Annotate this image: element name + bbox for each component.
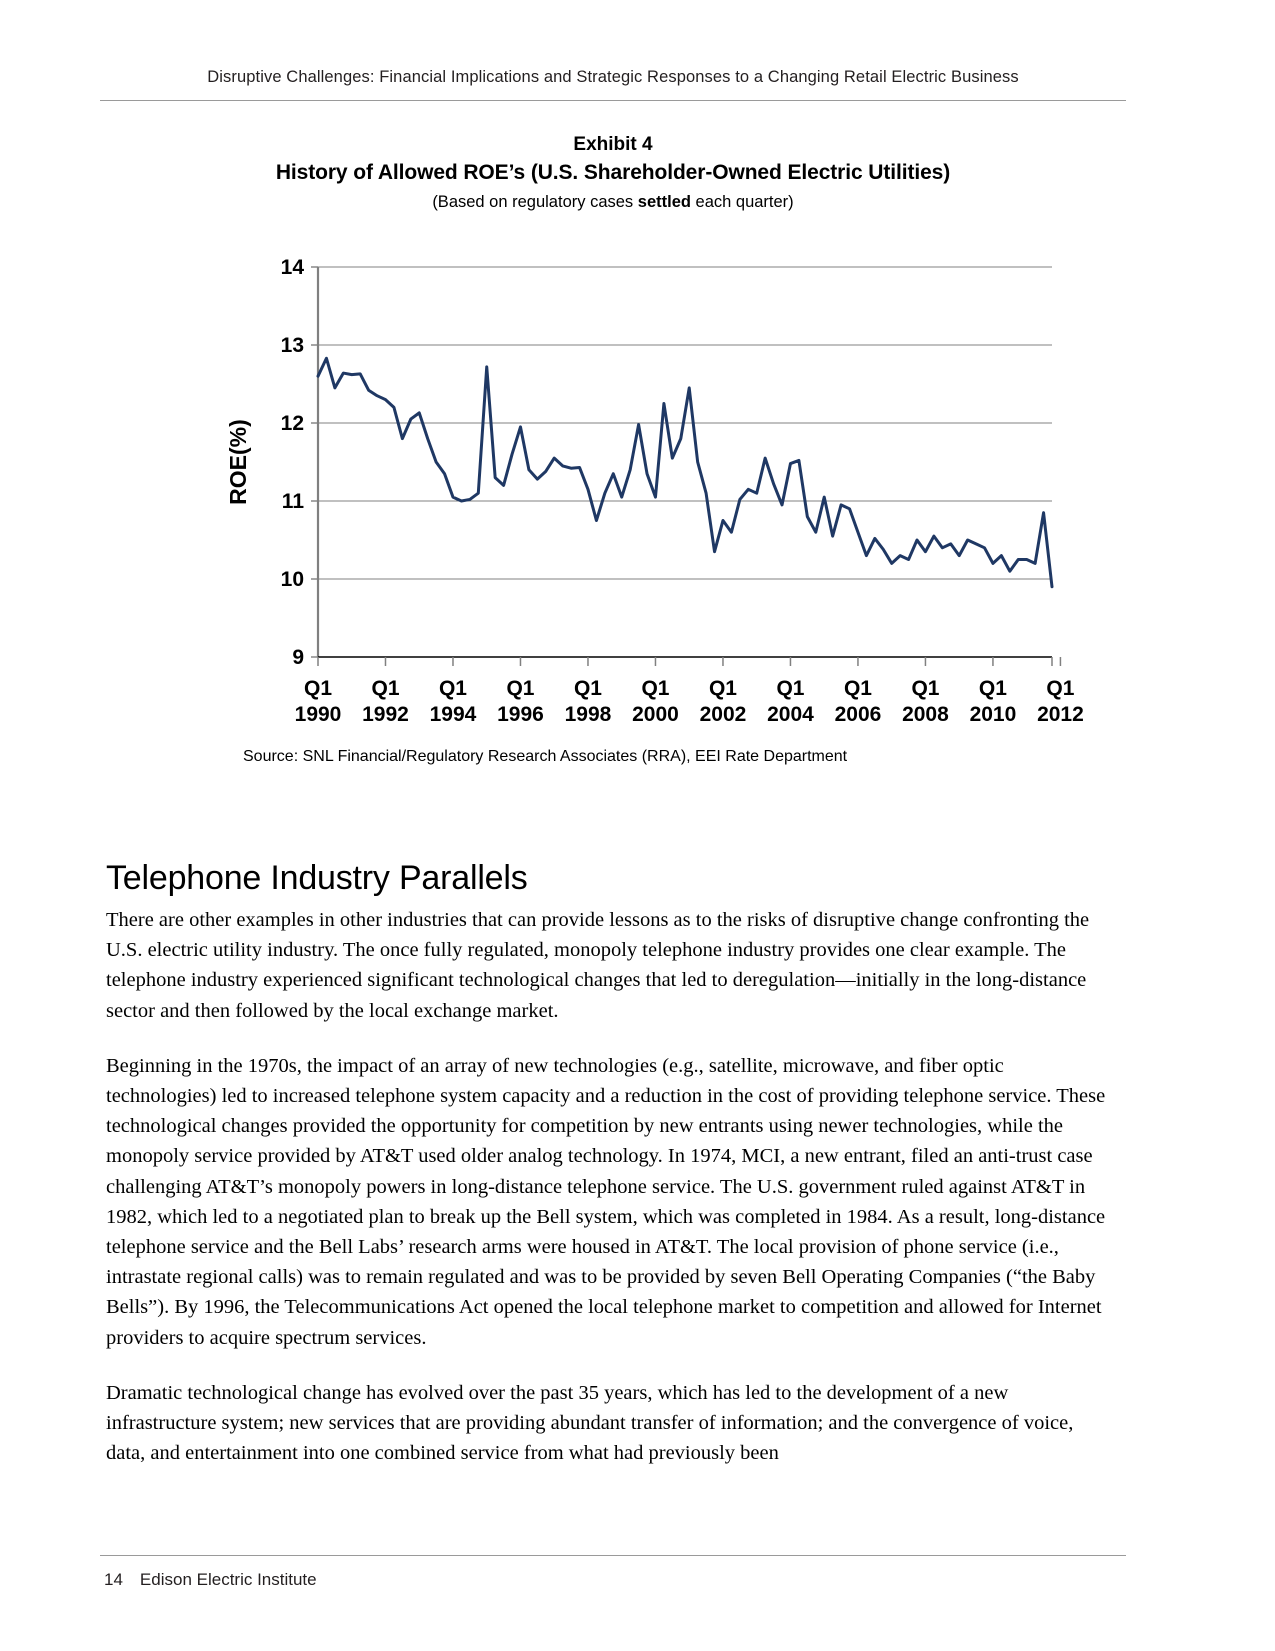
x-axis-quarter-label: Q1 — [371, 677, 400, 700]
x-axis-year-label: 1996 — [497, 703, 544, 726]
exhibit-title: History of Allowed ROE’s (U.S. Shareholder-Owned Electric Utilities) — [275, 161, 951, 184]
x-axis-year-label: 2008 — [902, 703, 949, 726]
exhibit-subtitle-emphasis: settled — [637, 193, 691, 211]
chart-x-axis — [295, 657, 1084, 726]
x-axis-year-label: 1994 — [429, 703, 477, 726]
x-axis-quarter-label: Q1 — [776, 677, 805, 700]
y-axis-title-text: ROE(%) — [225, 419, 251, 505]
x-axis-year-label: 1998 — [564, 703, 612, 726]
x-axis-quarter-label: Q1 — [843, 677, 872, 700]
roe-line — [318, 358, 1052, 587]
exhibit-subtitle-prefix: (Based on regulatory cases — [432, 193, 638, 211]
exhibit-header — [100, 132, 1126, 216]
section-heading: Telephone Industry Parallels — [106, 858, 528, 897]
x-axis-year-label: 1990 — [294, 703, 342, 726]
footer-divider — [100, 1555, 1126, 1556]
x-axis-quarter-label: Q1 — [506, 677, 535, 700]
x-axis-quarter-label: Q1 — [573, 677, 602, 700]
running-header-text: Disruptive Challenges: Financial Implications and Strategic Responses to a Changing Retail Electric Business — [207, 68, 1019, 86]
y-axis-tick-label: 14 — [280, 256, 304, 279]
x-axis-quarter-label: Q1 — [1046, 677, 1075, 700]
header-divider — [100, 100, 1126, 101]
exhibit-subtitle-suffix: each quarter) — [690, 193, 794, 211]
x-axis-year-label: 2012 — [1037, 703, 1084, 726]
x-axis-year-label: 1992 — [362, 703, 409, 726]
chart-source-note: Source: SNL Financial/Regulatory Research Associates (RRA), EEI Rate Department — [243, 748, 848, 765]
y-axis-tick-label: 13 — [280, 334, 304, 357]
chart-gridlines — [318, 267, 1052, 579]
x-axis-quarter-label: Q1 — [641, 677, 670, 700]
y-axis-tick-label: 10 — [280, 568, 304, 591]
exhibit-label: Exhibit 4 — [573, 134, 653, 155]
chart-data-series — [318, 358, 1052, 587]
x-axis-year-label: 2004 — [767, 703, 814, 726]
paragraph: Beginning in the 1970s, the impact of an array of new technologies (e.g., satellite, microwave, and fiber optic technologies) led to increased telephone system capacity and a reduction in the cost of providing telephone service. These technological changes provided the opportunity for competition by new entrants using newer technologies, while the monopoly service provided by AT&T used older analog technology. In 1974, MCI, a new entrant, filed an anti-trust case challenging AT&T’s monopoly powers in long-distance telephone service. The U.S. government ruled against AT&T in 1982, which led to a negotiated plan to break up the Bell system, which was completed in 1984. As a result, long-distance telephone service and the Bell Labs’ research arms were housed in AT&T. The local provision of phone service (i.e., intrastate regional calls) was to remain regulated and was to be provided by seven Bell Operating Companies (“the Baby Bells”). By 1996, the Telecommunications Act opened the local telephone market to competition and allowed for Internet providers to acquire spectrum services. — [106, 1054, 1106, 1349]
x-axis-quarter-label: Q1 — [978, 677, 1007, 700]
body-text — [106, 905, 1116, 1493]
y-axis-tick-label: 11 — [281, 490, 304, 513]
y-axis-tick-label: 12 — [280, 412, 304, 435]
paragraph: There are other examples in other industries that can provide lessons as to the risks of disruptive change confronting the U.S. electric utility industry. The once fully regulated, monopoly telephone industry provides one clear example. The telephone industry experienced significant technological changes that led to deregulation—initially in the long-distance sector and then followed by the local exchange market. — [106, 909, 1090, 1022]
x-axis-year-label: 2000 — [632, 703, 679, 726]
x-axis-quarter-label: Q1 — [438, 677, 467, 700]
x-axis-quarter-label: Q1 — [303, 677, 333, 700]
x-axis-year-label: 2010 — [969, 703, 1017, 726]
y-axis-tick-label: 9 — [292, 646, 304, 669]
chart-canvas — [100, 245, 1126, 745]
x-axis-quarter-label: Q1 — [911, 677, 940, 700]
x-axis-year-label: 2002 — [699, 703, 747, 726]
roe-history-line-chart — [100, 245, 1126, 745]
x-axis-year-label: 2006 — [834, 703, 882, 726]
x-axis-quarter-label: Q1 — [708, 677, 737, 700]
chart-y-axis-title — [225, 419, 251, 505]
page-footer — [104, 1570, 317, 1590]
paragraph: Dramatic technological change has evolved over the past 35 years, which has led to the development of a new infrastructure system; new services that are providing abundant transfer of information; and the convergence of voice, data, and entertainment into one combined service from what had previously been — [106, 1381, 1074, 1465]
running-header — [100, 68, 1126, 87]
exhibit-subtitle — [100, 188, 1126, 216]
footer-publisher: Edison Electric Institute — [139, 1570, 317, 1589]
chart-y-axis — [281, 256, 318, 669]
footer-page-number: 14 — [104, 1570, 123, 1589]
